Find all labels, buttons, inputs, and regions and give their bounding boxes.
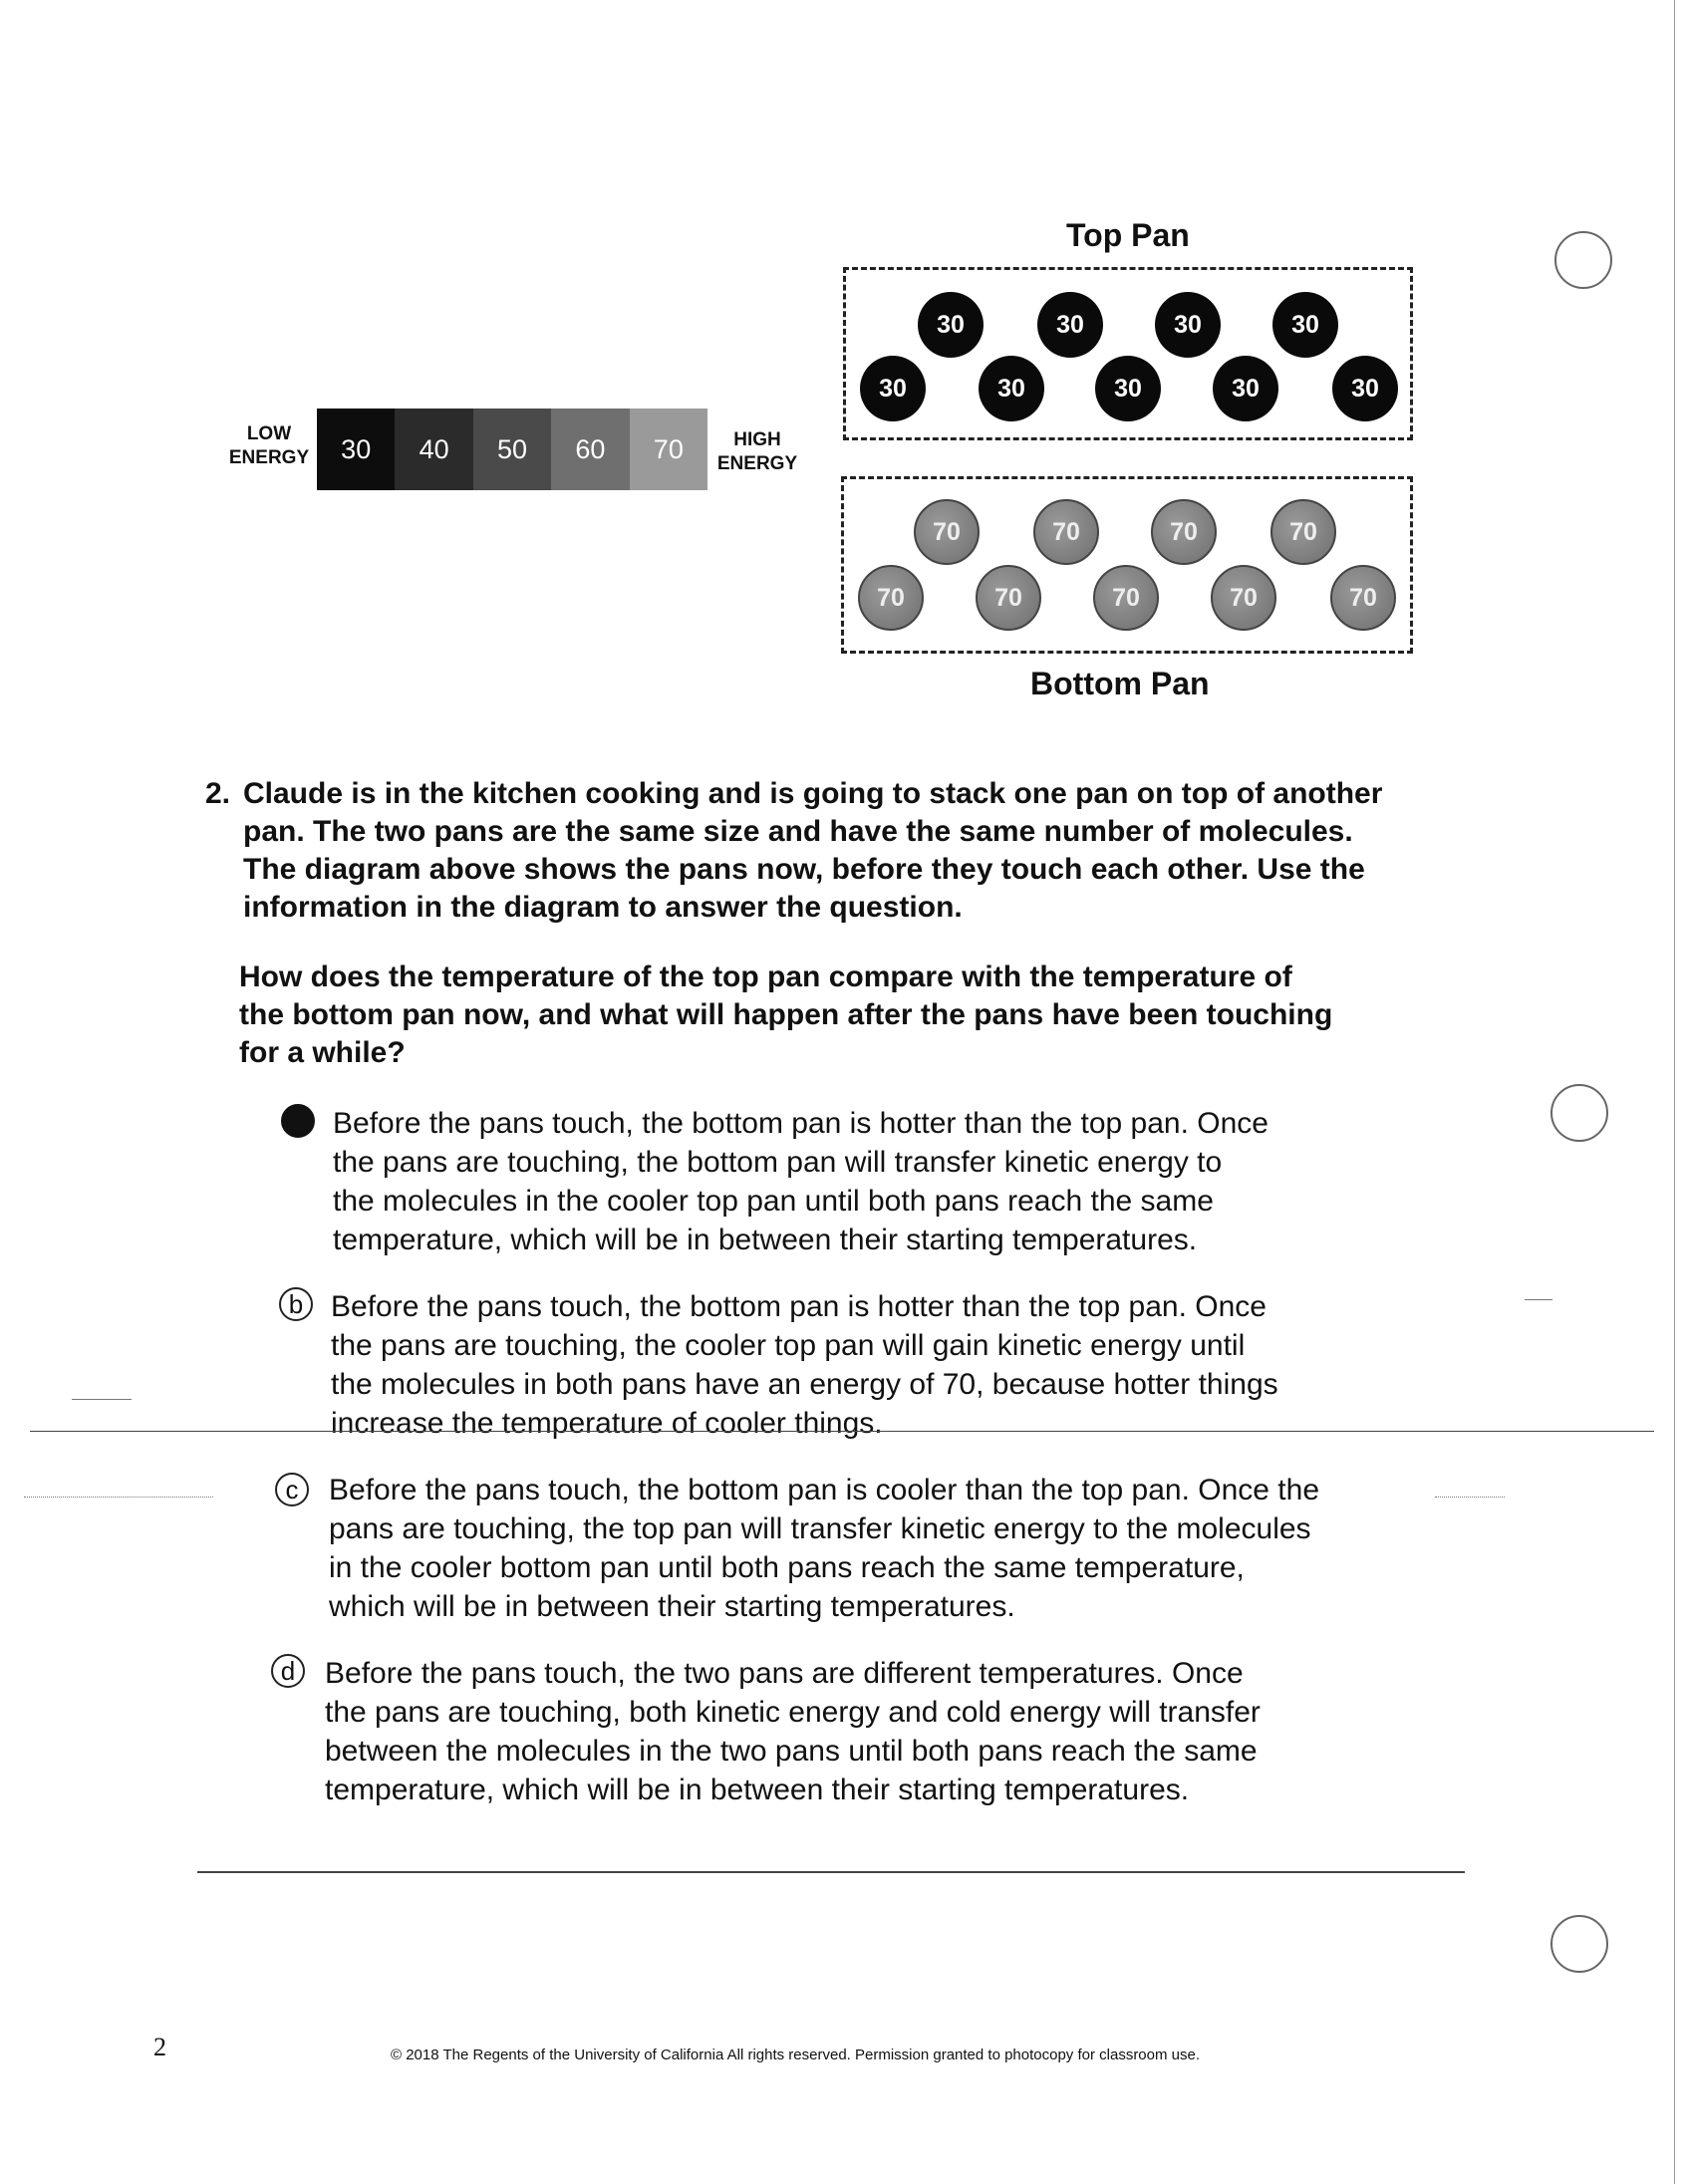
- molecule: [976, 565, 1041, 631]
- energy-scale-cell: [395, 409, 472, 490]
- question-prompt: [239, 958, 1475, 1072]
- molecule-value: 70: [1112, 583, 1140, 612]
- low-energy-label: [221, 422, 317, 470]
- high-energy-label-line2: ENERGY: [716, 453, 798, 474]
- option-line: Before the pans touch, the two pans are different temperatures. Once: [325, 1657, 1244, 1690]
- molecule: [1332, 356, 1398, 421]
- molecule-value: 30: [1232, 374, 1260, 403]
- option-line: Before the pans touch, the bottom pan is cooler than the top pan. Once the: [329, 1474, 1319, 1506]
- option-line: the pans are touching, the bottom pan will transfer kinetic energy to: [333, 1146, 1223, 1179]
- option-line: between the molecules in the two pans until both pans reach the same: [325, 1735, 1258, 1768]
- energy-scale-cell: [317, 409, 395, 490]
- molecule: [1213, 356, 1278, 421]
- option-d-letter: d: [280, 1656, 296, 1686]
- molecule-value: 30: [1056, 310, 1084, 339]
- molecule-value: 70: [933, 517, 961, 546]
- molecule-value: 30: [879, 374, 907, 403]
- bottom-pan-title: Bottom Pan: [1030, 666, 1210, 701]
- question-prompt-line: the bottom pan now, and what will happen after the pans have been touching: [239, 998, 1333, 1031]
- energy-scale-value: 30: [341, 433, 372, 464]
- top-pan-title: Top Pan: [1066, 217, 1190, 253]
- option-line: the pans are touching, both kinetic energy and cold energy will transfer: [325, 1696, 1261, 1729]
- option-line: in the cooler bottom pan until both pans reach the same temperature,: [329, 1551, 1245, 1584]
- bottom-pan: [841, 476, 1413, 654]
- energy-scale-cell: [551, 409, 629, 490]
- molecule: [1093, 565, 1159, 631]
- scan-mark: [72, 1399, 132, 1400]
- molecule-value: 70: [1230, 583, 1258, 612]
- option-c-text[interactable]: [329, 1471, 1505, 1626]
- question-line: information in the diagram to answer the question.: [243, 891, 963, 924]
- option-d-bubble[interactable]: [271, 1654, 305, 1688]
- molecule-value: 70: [994, 583, 1022, 612]
- question-prompt-line: for a while?: [239, 1036, 406, 1069]
- molecule-value: 70: [1170, 517, 1198, 546]
- scan-line: [30, 1431, 1654, 1432]
- molecule: [1155, 292, 1221, 358]
- molecule-value: 70: [1289, 517, 1317, 546]
- scan-mark: [1525, 1299, 1552, 1300]
- binder-hole: [1550, 1084, 1608, 1142]
- option-b-letter: b: [288, 1289, 304, 1319]
- option-line: the molecules in both pans have an energy of 70, because hotter things: [331, 1368, 1278, 1401]
- question-line: The diagram above shows the pans now, before they touch each other. Use the: [243, 853, 1365, 886]
- question-line: pan. The two pans are the same size and have the same number of molecules.: [243, 815, 1353, 848]
- molecule: [860, 356, 926, 421]
- energy-scale-value: 40: [419, 433, 449, 464]
- molecule: [1272, 292, 1338, 358]
- binder-hole: [1550, 1915, 1608, 1973]
- molecule: [858, 565, 924, 631]
- question-prompt-line: How does the temperature of the top pan compare with the temperature of: [239, 960, 1292, 993]
- molecule: [1151, 499, 1217, 565]
- molecule: [979, 356, 1044, 421]
- binder-hole: [1554, 231, 1612, 289]
- page-number: 2: [153, 2033, 166, 2061]
- option-line: which will be in between their starting temperatures.: [329, 1590, 1015, 1623]
- molecule-value: 30: [1114, 374, 1142, 403]
- top-pan: [843, 267, 1413, 440]
- molecule: [1270, 499, 1336, 565]
- option-line: temperature, which will be in between their starting temperatures.: [325, 1774, 1190, 1806]
- energy-scale-value: 50: [496, 433, 528, 464]
- option-d-text[interactable]: [325, 1654, 1501, 1809]
- option-line: Before the pans touch, the bottom pan is hotter than the top pan. Once: [333, 1107, 1268, 1140]
- question-number: 2.: [205, 777, 231, 810]
- option-line: pans are touching, the top pan will transfer kinetic energy to the molecules: [329, 1512, 1311, 1545]
- option-b-text[interactable]: [331, 1287, 1487, 1443]
- option-line: Before the pans touch, the bottom pan is hotter than the top pan. Once: [331, 1290, 1267, 1323]
- energy-scale-cell: [630, 409, 707, 490]
- option-line: temperature, which will be in between their starting temperatures.: [333, 1224, 1198, 1256]
- molecule-value: 30: [1351, 374, 1379, 403]
- option-line: the molecules in the cooler top pan until both pans reach the same: [333, 1185, 1214, 1218]
- copyright-notice: © 2018 The Regents of the University of California All rights reserved. Permission granted to photocopy for classroom use.: [391, 2047, 1201, 2063]
- option-c-letter: c: [285, 1475, 299, 1504]
- page-edge: [1674, 0, 1675, 2184]
- option-line: the pans are touching, the cooler top pan will gain kinetic energy until: [331, 1329, 1246, 1362]
- molecule: [1037, 292, 1103, 358]
- energy-scale-value: 70: [653, 433, 684, 464]
- option-a-bubble[interactable]: [281, 1104, 315, 1138]
- question-line: Claude is in the kitchen cooking and is going to stack one pan on top of another: [243, 777, 1383, 810]
- low-energy-label-line2: ENERGY: [228, 447, 310, 468]
- molecule-value: 30: [997, 374, 1025, 403]
- option-a-text[interactable]: [333, 1104, 1489, 1259]
- molecule: [918, 292, 984, 358]
- molecule-value: 30: [937, 310, 965, 339]
- option-b-bubble[interactable]: [279, 1287, 313, 1321]
- energy-scale-bar: [317, 409, 707, 490]
- low-energy-label-line1: LOW: [246, 423, 292, 444]
- molecule-value: 70: [1052, 517, 1080, 546]
- molecule: [1330, 565, 1396, 631]
- molecule-value: 70: [877, 583, 905, 612]
- energy-scale-cell: [473, 409, 551, 490]
- molecule-value: 30: [1291, 310, 1319, 339]
- molecule: [914, 499, 980, 565]
- molecule: [1211, 565, 1276, 631]
- high-energy-label: [707, 428, 807, 476]
- molecule-value: 70: [1349, 583, 1377, 612]
- molecule: [1095, 356, 1161, 421]
- scan-mark: [24, 1497, 213, 1498]
- molecule: [1033, 499, 1099, 565]
- option-line: increase the temperature of cooler things.: [331, 1407, 883, 1440]
- molecule-value: 30: [1174, 310, 1202, 339]
- divider-line: [197, 1871, 1465, 1873]
- energy-scale-value: 60: [575, 433, 606, 464]
- option-c-bubble[interactable]: [275, 1473, 309, 1506]
- question-text: [243, 775, 1479, 927]
- high-energy-label-line1: HIGH: [733, 429, 781, 450]
- scan-mark: [1435, 1497, 1505, 1498]
